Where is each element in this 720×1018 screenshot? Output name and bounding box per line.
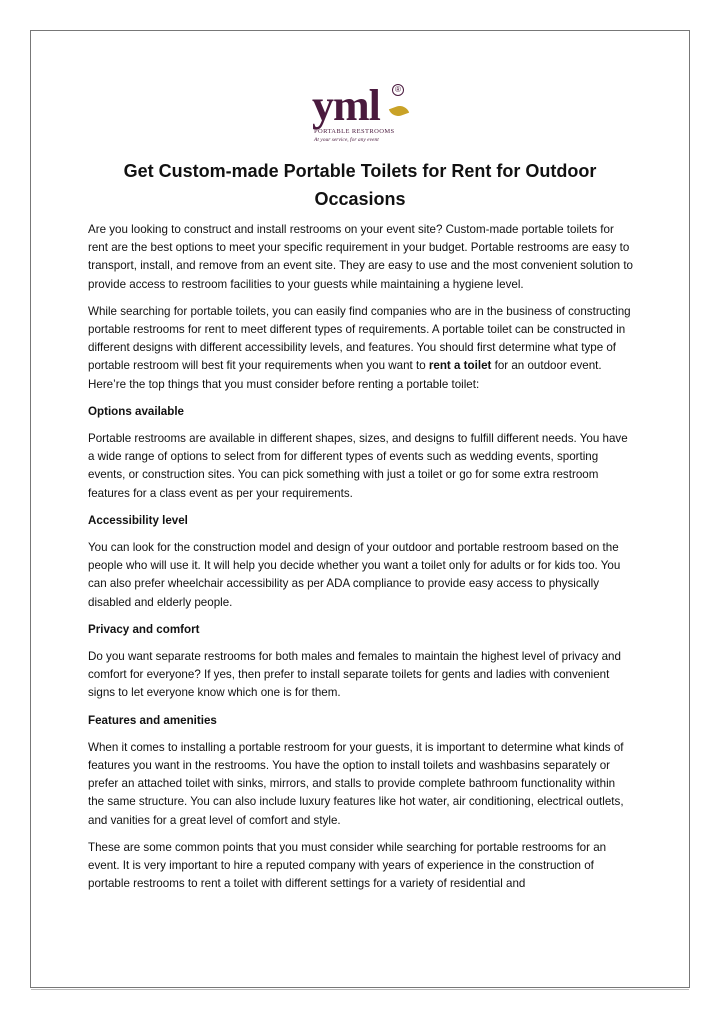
section-text-options: Portable restrooms are available in different shapes, sizes, and designs to fulfill different needs. You have a wide range of options to select from for different types of events such as wedding events, sporting events, or construction sites. You can pick something with just a toilet or go for some extra restroom features for a class event as per your requirements. xyxy=(88,432,628,500)
logo-letters: yml xyxy=(312,81,380,130)
section-heading-options: Options available xyxy=(88,404,184,418)
registered-mark: ® xyxy=(392,84,404,96)
document-body xyxy=(88,221,633,903)
paragraph-text: for an outdoor event. Here’re the top things that you must consider before renting a portable toilet: xyxy=(88,359,602,391)
paragraph-search-tips xyxy=(88,303,633,394)
leaf-icon xyxy=(389,103,409,119)
section-heading-accessibility: Accessibility level xyxy=(88,513,188,527)
section-heading-features: Features and amenities xyxy=(88,713,217,727)
section-text-accessibility: You can look for the construction model and design of your outdoor and portable restroom based on the people who will use it. It will help you decide whether you want a toilet only for adults or for kids too. You can also prefer wheelchair accessibility as per ADA compliance to provide easy access to physically disabled and elderly people. xyxy=(88,541,621,609)
paragraph-text: While searching for portable toilets, you can easily find companies who are in the business of constructing portable restrooms for rent to meet different types of requirements. A portable toilet can be constructed in different designs with different accessibility levels, and features. You should first determine what type of portable restroom will best fit your requirements when you want to xyxy=(88,304,631,373)
logo-company-name: PORTABLE RESTROOMS xyxy=(314,128,395,135)
section-text-features: When it comes to installing a portable restroom for your guests, it is important to determine what kinds of features you want in the restrooms. You have the option to install toilets and washbasins separately or prefer an attached toilet with sinks, mirrors, and stalls to provide complete bathroom functionality within the same structure. You can also include luxury features like hot water, air conditioning, electrical outlets, and vanities for a great level of comfort and style. xyxy=(88,740,624,827)
rent-a-toilet-keyword: rent a toilet xyxy=(428,359,492,373)
closing-paragraph: These are some common points that you must consider while searching for portable restrooms for an event. It is very important to hire a reputed company with years of experience in the construction of portable restrooms to rent a toilet with different settings for a variety of residential and xyxy=(88,840,607,891)
section-heading-privacy: Privacy and comfort xyxy=(88,622,200,636)
page-title: Get Custom-made Portable Toilets for Rent for Outdoor Occasions xyxy=(123,161,597,209)
section-text-privacy: Do you want separate restrooms for both males and females to maintain the highest level of privacy and comfort for everyone? If yes, then prefer to install separate toilets for gents and ladies with convenient signs to let everyone know which one is for them. xyxy=(88,650,621,700)
intro-paragraph: Are you looking to construct and install restrooms on your event site? Custom-made portable toilets for rent are the best options to meet your specific requirement in your budget. Portable restrooms are easy to transport, install, and remove from an event site. They are easy to use and the most convenient solution to provide access to restroom facilities to your guests while maintaining a hygiene level. xyxy=(88,223,633,291)
logo-tagline: At your service, for any event xyxy=(314,137,379,143)
company-logo xyxy=(312,81,412,148)
